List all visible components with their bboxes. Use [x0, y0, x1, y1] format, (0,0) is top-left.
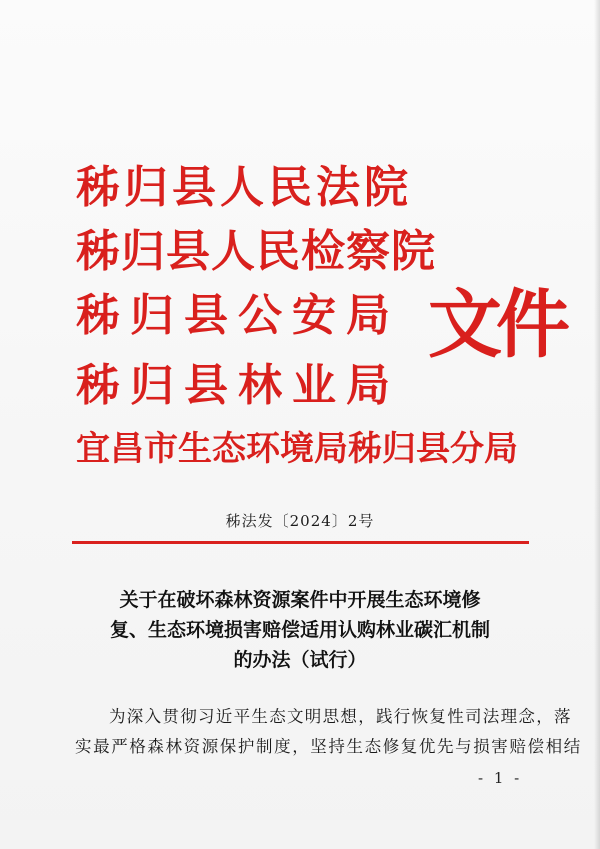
body-line: 实最严格森林资源保护制度，坚持生态修复优先与损害赔偿相结: [75, 737, 582, 756]
page-edge-shadow: [594, 0, 600, 849]
issuer-name: 宜昌市生态环境局秭归县分局: [76, 429, 518, 469]
body-paragraph: [75, 702, 582, 762]
body-line: 为深入贯彻习近平生态文明思想，践行恢复性司法理念，落: [109, 707, 572, 726]
issuer-name: 秭归县人民检察院: [76, 226, 436, 277]
document-number: 秭法发〔2024〕2号: [225, 512, 375, 530]
title-line: 复、生态环境损害赔偿适用认购林业碳汇机制: [109, 619, 490, 641]
red-separator-line: [72, 541, 529, 544]
title-line: 关于在破坏森林资源案件中开展生态环境修: [119, 589, 481, 611]
document-type-label: 文件: [428, 282, 564, 368]
issuer-name: 秭归县林业局: [76, 360, 400, 411]
document-title: [70, 585, 530, 675]
issuer-name: 秭归县公安局: [76, 290, 400, 341]
issuer-name: 秭归县人民法院: [76, 162, 412, 213]
page-number: - 1 -: [478, 769, 523, 787]
title-line: 的办法（试行）: [233, 649, 367, 671]
issuer-header: [68, 160, 564, 478]
